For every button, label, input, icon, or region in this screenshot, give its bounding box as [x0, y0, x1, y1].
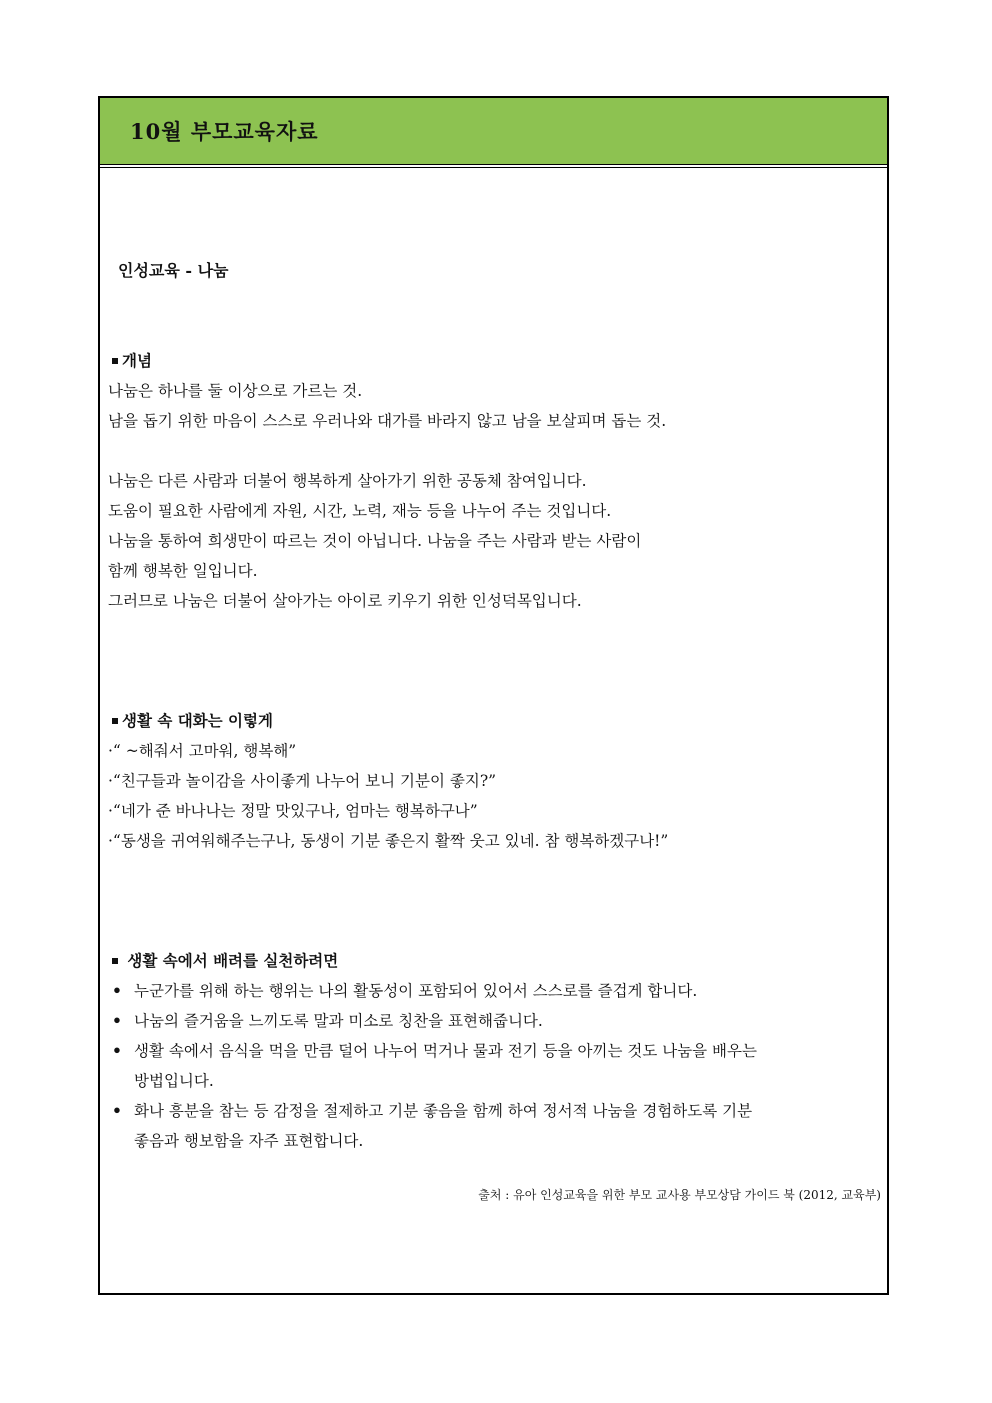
bullet-dot-icon: • — [112, 1041, 122, 1060]
header-bar — [100, 98, 887, 165]
document-frame — [98, 96, 889, 1295]
bullet-dot-icon: • — [112, 981, 122, 1000]
concept-line: 함께 행복한 일입니다. — [108, 562, 258, 580]
concept-line: 나눔은 다른 사람과 더불어 행복하게 살아가기 위한 공동체 참여입니다. — [108, 472, 587, 490]
page-title: 10월 부모교육자료 — [130, 119, 319, 144]
subject-title: 인성교육 - 나눔 — [118, 261, 229, 280]
concept-line: 나눔을 통하여 희생만이 따르는 것이 아닙니다. 나눔을 주는 사람과 받는 사람이 — [108, 532, 642, 550]
practice-heading: 생활 속에서 배려를 실천하려면 — [108, 946, 879, 976]
square-bullet-icon — [112, 958, 118, 964]
concept-line: 그러므로 나눔은 더불어 살아가는 아이로 키우기 위한 인성덕목입니다. — [108, 592, 582, 610]
bullet-dot-icon: • — [112, 1011, 122, 1030]
concept-section — [108, 346, 879, 616]
concept-heading: 개념 — [108, 346, 879, 376]
dialogue-section — [108, 706, 879, 856]
bullet-dot-icon: • — [112, 1101, 122, 1120]
dialogue-item: ·“ ~해줘서 고마워, 행복해” — [108, 742, 297, 760]
square-bullet-icon — [112, 358, 118, 364]
practice-item-continuation: 좋음과 행보함을 자주 표현합니다. — [134, 1132, 364, 1150]
dialogue-item: ·“네가 준 바나나는 정말 맛있구나, 엄마는 행복하구나” — [108, 802, 478, 820]
concept-line: 도움이 필요한 사람에게 자원, 시간, 노력, 재능 등을 나누어 주는 것입니다. — [108, 502, 612, 520]
dialogue-item: ·“동생을 귀여워해주는구나, 동생이 기분 좋은지 활짝 웃고 있네. 참 행복하겠구나!” — [108, 832, 669, 850]
header-divider — [100, 167, 887, 168]
practice-item-continuation: 방법입니다. — [134, 1072, 214, 1090]
practice-item: • 생활 속에서 음식을 먹을 만큼 덜어 나누어 먹거나 물과 전기 등을 아끼는 것도 나눔을 배우는 — [108, 1036, 879, 1066]
concept-line: 나눔은 하나를 둘 이상으로 가르는 것. — [108, 382, 363, 400]
practice-item: • 누군가를 위해 하는 행위는 나의 활동성이 포함되어 있어서 스스로를 즐겁게 합니다. — [108, 976, 879, 1006]
source-citation: 출처 : 유아 인성교육을 위한 부모 교사용 부모상담 가이드 북 (2012, 교육부) — [478, 1188, 881, 1202]
practice-section — [108, 946, 879, 1156]
practice-item: • 화나 흥분을 참는 등 감정을 절제하고 기분 좋음을 함께 하여 정서적 나눔을 경험하도록 기분 — [108, 1096, 879, 1126]
square-bullet-icon — [112, 718, 118, 724]
practice-item: • 나눔의 즐거움을 느끼도록 말과 미소로 칭찬을 표현해줍니다. — [108, 1006, 879, 1036]
dialogue-item: ·“친구들과 놀이감을 사이좋게 나누어 보니 기분이 좋지?” — [108, 772, 497, 790]
dialogue-heading: 생활 속 대화는 이렇게 — [108, 706, 879, 736]
concept-line: 남을 돕기 위한 마음이 스스로 우러나와 대가를 바라지 않고 남을 보살피며 돕는 것. — [108, 412, 667, 430]
